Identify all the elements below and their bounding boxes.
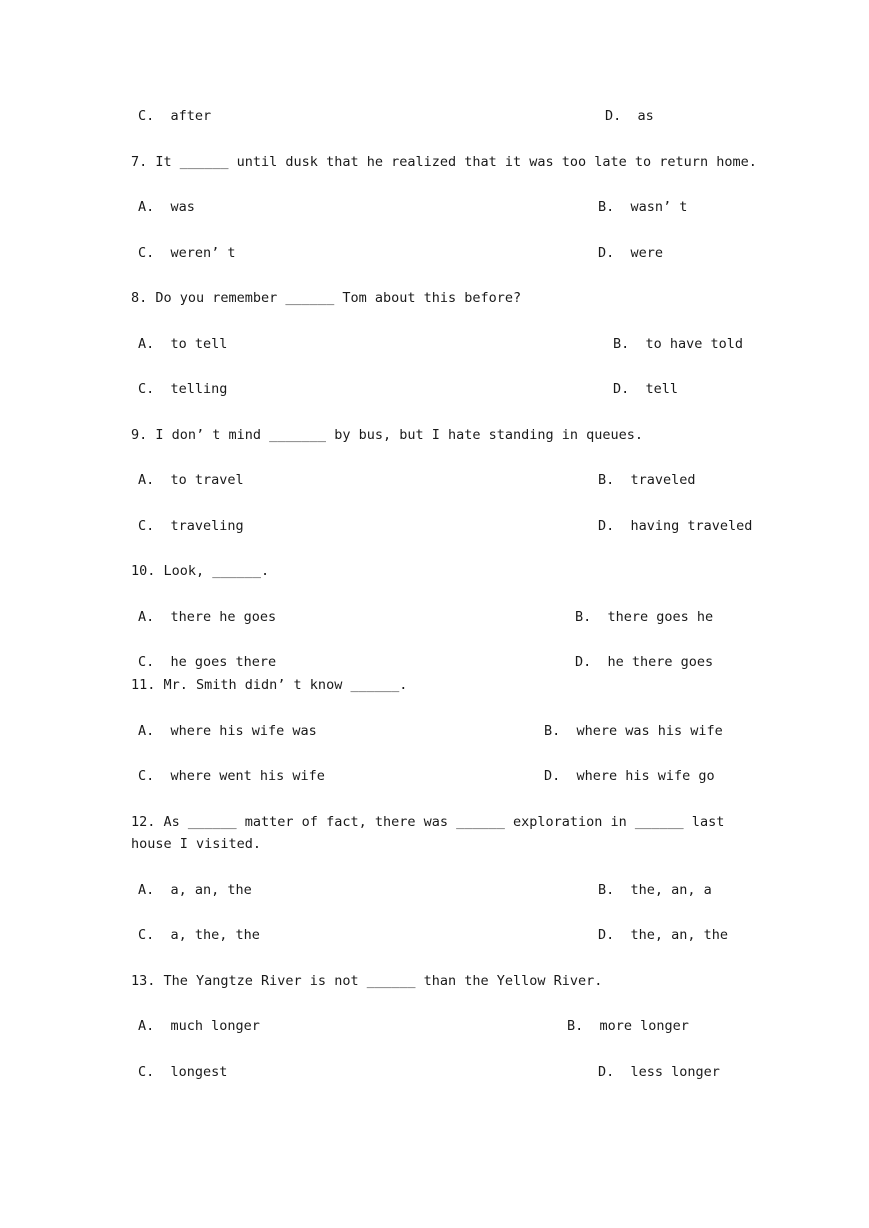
option-b: B. traveled — [598, 472, 696, 488]
option-a: A. a, an, the — [138, 882, 252, 898]
option-b: B. wasn’ t — [598, 199, 688, 215]
option-c: C. a, the, the — [138, 927, 260, 943]
option-d: D. less longer — [598, 1064, 720, 1080]
question-12-stem: 12. As ______ matter of fact, there was ______ exploration in ______ last house I visited. — [131, 814, 725, 852]
option-b: B. where was his wife — [544, 723, 723, 739]
question-7-stem: 7. It ______ until dusk that he realized that it was too late to return home. — [131, 154, 757, 170]
option-a: A. much longer — [138, 1018, 260, 1034]
option-c: C. telling — [138, 381, 228, 397]
question-9-stem: 9. I don’ t mind _______ by bus, but I hate standing in queues. — [131, 427, 644, 443]
option-b: B. the, an, a — [598, 882, 712, 898]
option-d: D. the, an, the — [598, 927, 729, 943]
option-a: A. to tell — [138, 336, 228, 352]
option-c: C. traveling — [138, 518, 244, 534]
option-b: B. there goes he — [575, 609, 714, 625]
option-a: A. where his wife was — [138, 723, 317, 739]
option-a: A. was — [138, 199, 195, 215]
question-10-stem: 10. Look, ______. — [131, 563, 270, 579]
option-b: B. to have told — [613, 336, 744, 352]
option-d: D. having traveled — [598, 518, 753, 534]
option-d: D. were — [598, 245, 664, 261]
option-c: C. after — [138, 108, 212, 124]
option-d: D. where his wife go — [544, 768, 715, 784]
option-a: A. there he goes — [138, 609, 277, 625]
option-c: C. weren’ t — [138, 245, 236, 261]
question-13-stem: 13. The Yangtze River is not ______ than the Yellow River. — [131, 973, 603, 989]
option-d: D. tell — [613, 381, 679, 397]
option-a: A. to travel — [138, 472, 244, 488]
option-c: C. he goes there — [138, 654, 277, 670]
option-b: B. more longer — [567, 1018, 689, 1034]
option-d: D. he there goes — [575, 654, 714, 670]
option-d: D. as — [605, 108, 654, 124]
option-c: C. longest — [138, 1064, 228, 1080]
question-11-stem: 11. Mr. Smith didn’ t know ______. — [131, 677, 408, 693]
question-8-stem: 8. Do you remember ______ Tom about this before? — [131, 290, 522, 306]
option-c: C. where went his wife — [138, 768, 325, 784]
